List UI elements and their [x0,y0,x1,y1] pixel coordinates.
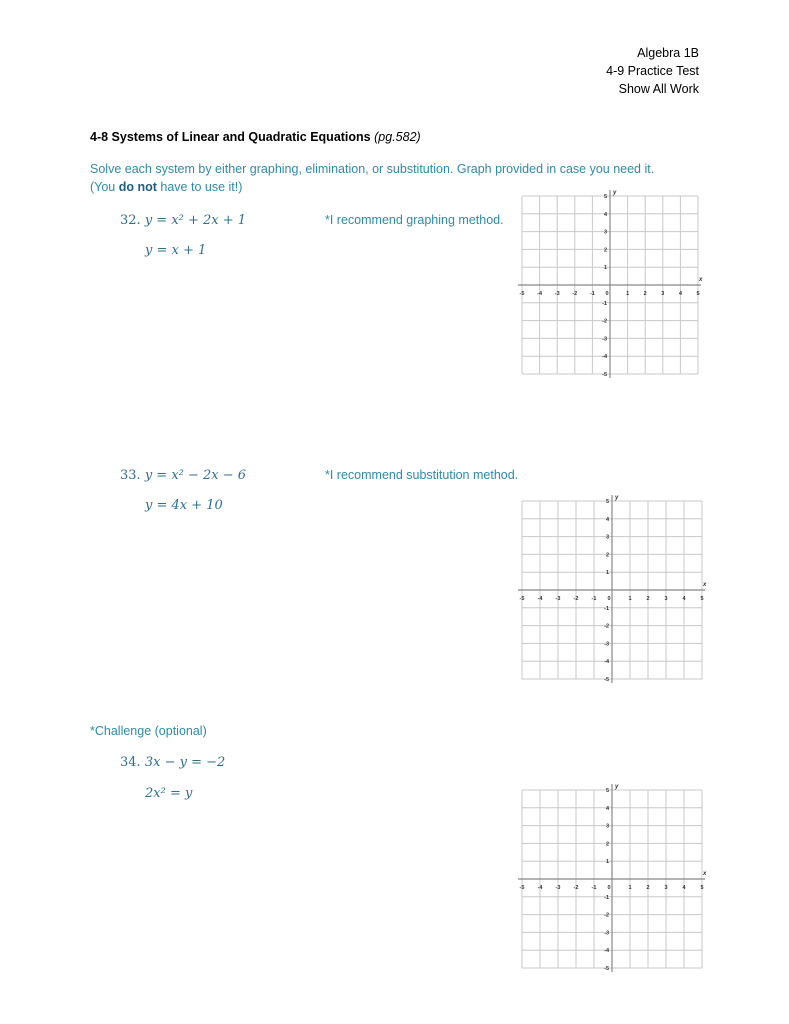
y-tick-label: -5 [604,677,609,683]
x-tick-label: 5 [700,596,704,602]
x-tick-label: -3 [555,596,561,602]
section-title [90,130,421,144]
y-tick-label: -3 [602,336,607,343]
y-tick-label: -1 [604,894,609,901]
y-axis-label: y [615,495,619,501]
y-tick-label: 4 [605,805,609,812]
x-tick-label: 3 [664,885,668,891]
instructions-line1: Solve each system by either graphing, elimination, or substitution. Graph provided in case you need it. [90,162,655,176]
x-tick-label: 5 [700,885,704,891]
problem-number: 34. [120,755,141,770]
x-tick-label: -2 [573,885,579,891]
equation: y = x² − 2x − 6 [144,468,247,483]
y-tick-label: -2 [604,912,609,919]
x-axis-label: x [703,582,707,588]
y-tick-label: -3 [604,930,609,937]
y-tick-label: 2 [603,247,607,254]
y-axis-label: y [613,190,617,196]
y-tick-label: 5 [605,788,609,794]
x-tick-label: 5 [696,291,700,297]
problem-33-hint: *I recommend substitution method. [325,468,519,482]
x-tick-label: 2 [646,885,650,891]
equation: y = x² + 2x + 1 [144,213,247,228]
x-tick-label: 2 [643,291,647,297]
y-tick-label: 1 [603,265,607,272]
x-tick-label: 0 [607,596,611,602]
x-axis-label: x [699,277,703,283]
page-reference: (pg.582) [374,130,421,144]
x-tick-label: 3 [664,596,668,602]
y-tick-label: 5 [605,499,609,505]
problem-34-eq1 [120,755,225,770]
problem-number: 32. [120,213,141,228]
y-tick-label: 5 [603,194,607,200]
y-tick-label: 1 [605,859,609,866]
x-tick-label: -1 [589,291,595,297]
y-tick-label: 1 [605,570,609,577]
problem-32-eq2 [145,243,206,258]
y-tick-label: -5 [602,372,607,378]
problem-33-eq1 [120,468,246,483]
problem-34-eq2 [145,786,192,801]
x-axis-label: x [703,871,707,877]
challenge-label: *Challenge (optional) [90,724,207,738]
x-tick-label: -1 [591,885,597,891]
y-tick-label: 3 [605,534,609,541]
x-tick-label: -4 [537,885,543,891]
x-tick-label: -4 [537,596,543,602]
x-tick-label: -3 [554,291,560,297]
y-tick-label: -2 [602,318,607,325]
x-tick-label: 1 [628,596,632,602]
instructions-line2: (You do not have to use it!) [90,180,243,194]
x-tick-label: -1 [591,596,597,602]
x-tick-label: -3 [555,885,561,891]
problem-number: 33. [120,468,141,483]
coordinate-grid-34 [514,780,708,974]
course-name: Algebra 1B [637,46,699,60]
coordinate-grid-32 [514,186,704,380]
problem-32-eq1 [120,213,246,228]
section-title-text: 4-8 Systems of Linear and Quadratic Equations [90,130,371,144]
instructions-emphasis: do not [118,180,157,194]
y-tick-label: 4 [603,211,607,218]
x-tick-label: 2 [646,596,650,602]
x-tick-label: -5 [519,885,525,891]
equation: 2x² = y [145,786,193,801]
y-tick-label: -3 [604,641,609,648]
x-tick-label: 4 [678,291,682,297]
problem-32-hint: *I recommend graphing method. [325,213,504,227]
x-tick-label: 4 [682,596,686,602]
y-tick-label: 2 [605,841,609,848]
x-tick-label: -2 [573,596,579,602]
x-tick-label: 4 [682,885,686,891]
x-tick-label: -2 [572,291,578,297]
y-tick-label: 3 [605,823,609,830]
y-tick-label: -2 [604,623,609,630]
equation: y = 4x + 10 [145,498,223,513]
problem-33-eq2 [145,498,223,513]
coordinate-grid-33 [514,491,708,685]
y-tick-label: -4 [602,354,607,361]
y-tick-label: -4 [604,948,609,955]
y-axis-label: y [615,784,619,790]
x-tick-label: -5 [519,596,525,602]
y-tick-label: -1 [604,605,609,612]
x-tick-label: 0 [607,885,611,891]
y-tick-label: -4 [604,659,609,666]
equation: y = x + 1 [145,243,207,258]
x-tick-label: 3 [661,291,665,297]
test-name: 4-9 Practice Test [606,64,699,78]
equation: 3x − y = −2 [144,755,226,770]
x-tick-label: 0 [605,291,609,297]
x-tick-label: 1 [628,885,632,891]
y-tick-label: 4 [605,516,609,523]
y-tick-label: -1 [602,300,607,307]
x-tick-label: 1 [626,291,630,297]
x-tick-label: -4 [537,291,543,297]
work-note: Show All Work [618,82,699,96]
y-tick-label: 3 [603,229,607,236]
y-tick-label: -5 [604,966,609,972]
x-tick-label: -5 [519,291,525,297]
y-tick-label: 2 [605,552,609,559]
